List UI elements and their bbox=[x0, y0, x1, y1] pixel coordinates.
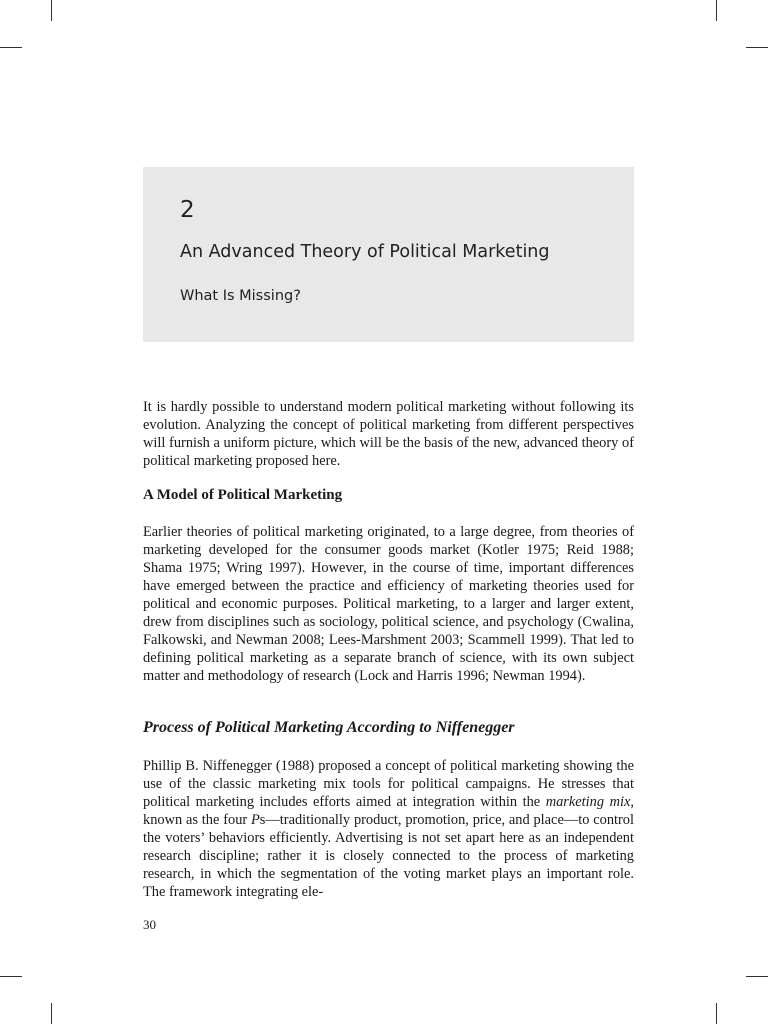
subsection-text-part-1: Phillip B. Niffenegger (1988) proposed a concept of political marketing showing the use of the classic marketing mix tools for political campaigns. He stresses that political marketing includes efforts aimed at integration within the bbox=[143, 758, 634, 810]
crop-mark-top-left-horizontal bbox=[0, 47, 22, 48]
marketing-mix-emphasis: marketing mix bbox=[545, 794, 631, 810]
chapter-subtitle: What Is Missing? bbox=[180, 288, 301, 304]
page-number: 30 bbox=[143, 917, 156, 932]
subsection-text-part-3: s—traditionally product, promotion, price, and place—to control the voters’ behaviors efficiently. Advertising is not set apart here as an independent research discipline; rather it is closely connected to the process of marketing research, in which the segmentation of the voting market plays an important role. The framework integrating ele- bbox=[143, 812, 634, 900]
crop-mark-bottom-right-horizontal bbox=[746, 976, 768, 977]
subsection-heading: Process of Political Marketing According to Niffenegger bbox=[143, 719, 515, 736]
crop-mark-bottom-right-vertical bbox=[716, 1003, 717, 1024]
crop-mark-bottom-left-vertical bbox=[51, 1003, 52, 1024]
chapter-header bbox=[143, 167, 634, 342]
crop-mark-bottom-left-horizontal bbox=[0, 976, 22, 977]
subsection-text-part-2: , known as the four bbox=[143, 794, 634, 828]
subsection-paragraph bbox=[143, 757, 634, 901]
section-paragraph: Earlier theories of political marketing originated, to a large degree, from theories of marketing developed for the consumer goods market (Kotler 1975; Reid 1988; Shama 1975; Wring 1997). However, in the course of time, important differences have emerged between the practice and efficiency of marketing theories used for political and economic purposes. Political marketing, to a larger and larger extent, drew from disciplines such as sociology, political science, and psychology (Cwalina, Falkowski, and Newman 2008; Lees-Marshment 2003; Scammell 1999). That led to defining political marketing as a separate branch of science, with its own subject matter and methodology of research (Lock and Harris 1996; Newman 1994). bbox=[143, 524, 634, 684]
chapter-number: 2 bbox=[180, 197, 195, 223]
p-emphasis: P bbox=[251, 812, 260, 828]
crop-mark-top-right-horizontal bbox=[746, 47, 768, 48]
intro-paragraph: It is hardly possible to understand modern political marketing without following its evolution. Analyzing the concept of political marketing from different perspectives will furnish a uniform picture, which will be the basis of the new, advanced theory of political marketing proposed here. bbox=[143, 399, 634, 469]
crop-mark-top-right-vertical bbox=[716, 0, 717, 21]
section-heading: A Model of Political Marketing bbox=[143, 487, 343, 503]
crop-mark-top-left-vertical bbox=[51, 0, 52, 21]
chapter-title: An Advanced Theory of Political Marketing bbox=[180, 242, 550, 262]
